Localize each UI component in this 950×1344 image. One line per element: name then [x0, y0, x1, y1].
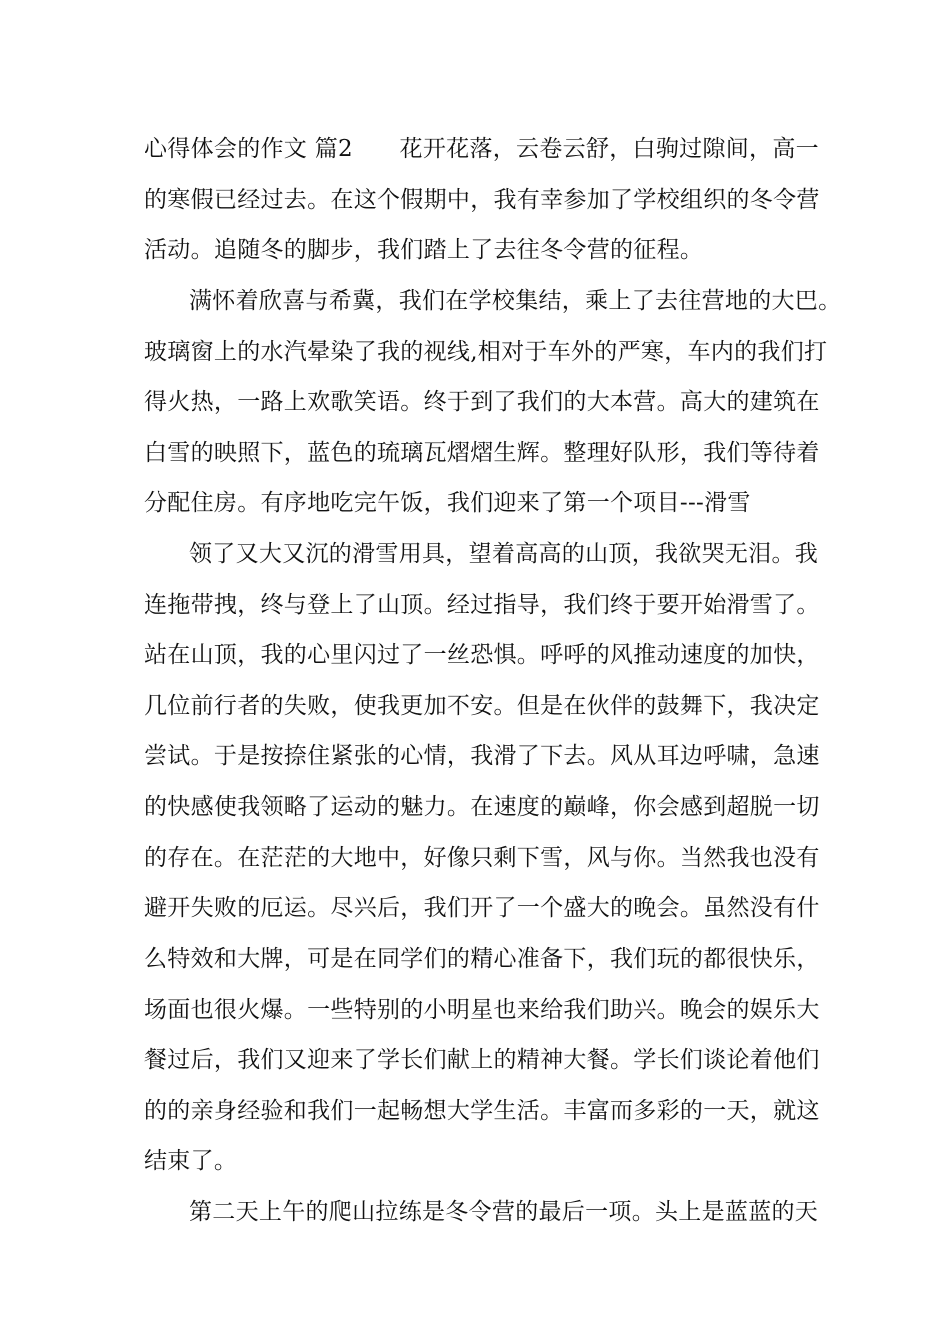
paragraph-first-line: 满怀着欣喜与希冀，我们在学校集结，乘上了去往营地的大巴。 — [189, 288, 842, 314]
text-line: 得火热，一路上欢歌笑语。终于到了我们的大本营。高大的建筑在 — [144, 389, 820, 415]
text-line: 么特效和大牌，可是在同学们的精心准备下，我们玩的都很快乐， — [144, 946, 820, 972]
text-line: 的存在。在茫茫的大地中，好像只剩下雪，风与你。当然我也没有 — [144, 845, 820, 871]
text-line: 的快感使我领略了运动的魅力。在速度的巅峰，你会感到超脱一切 — [144, 794, 820, 820]
text-line: 场面也很火爆。一些特别的小明星也来给我们助兴。晚会的娱乐大 — [144, 997, 820, 1023]
text-line: 玻璃窗上的水汽晕染了我的视线,相对于车外的严寒，车内的我们打 — [144, 339, 828, 365]
text-line: 分配住房。有序地吃完午饭，我们迎来了第一个项目---滑雪 — [144, 490, 751, 516]
text-line: 几位前行者的失败，使我更加不安。但是在伙伴的鼓舞下，我决定 — [144, 693, 820, 719]
text-line: 结束了。 — [144, 1148, 238, 1174]
paragraph-first-line: 领了又大又沉的滑雪用具，望着高高的山顶，我欲哭无泪。我 — [189, 541, 819, 567]
paragraph-first-line: 第二天上午的爬山拉练是冬令营的最后一项。头上是蓝蓝的天 — [189, 1199, 819, 1225]
text-line: 尝试。于是按捺住紧张的心情，我滑了下去。风从耳边呼啸，急速 — [144, 743, 820, 769]
text-line: 餐过后，我们又迎来了学长们献上的精神大餐。学长们谈论着他们 — [144, 1047, 820, 1073]
text-line: 活动。追随冬的脚步，我们踏上了去往冬令营的征程。 — [144, 237, 704, 263]
text-line: 心得体会的作文 篇2 花开花落，云卷云舒，白驹过隙间，高一 — [144, 136, 819, 162]
text-line: 站在山顶，我的心里闪过了一丝恐惧。呼呼的风推动速度的加快， — [144, 642, 820, 668]
text-line: 白雪的映照下，蓝色的琉璃瓦熠熠生辉。整理好队形，我们等待着 — [144, 440, 820, 466]
text-line: 连拖带拽，终与登上了山顶。经过指导，我们终于要开始滑雪了。 — [144, 592, 820, 618]
text-line: 避开失败的厄运。尽兴后，我们开了一个盛大的晚会。虽然没有什 — [144, 895, 820, 921]
text-line: 的的亲身经验和我们一起畅想大学生活。丰富而多彩的一天，就这 — [144, 1098, 820, 1124]
text-line: 的寒假已经过去。在这个假期中，我有幸参加了学校组织的冬令营 — [144, 187, 820, 213]
